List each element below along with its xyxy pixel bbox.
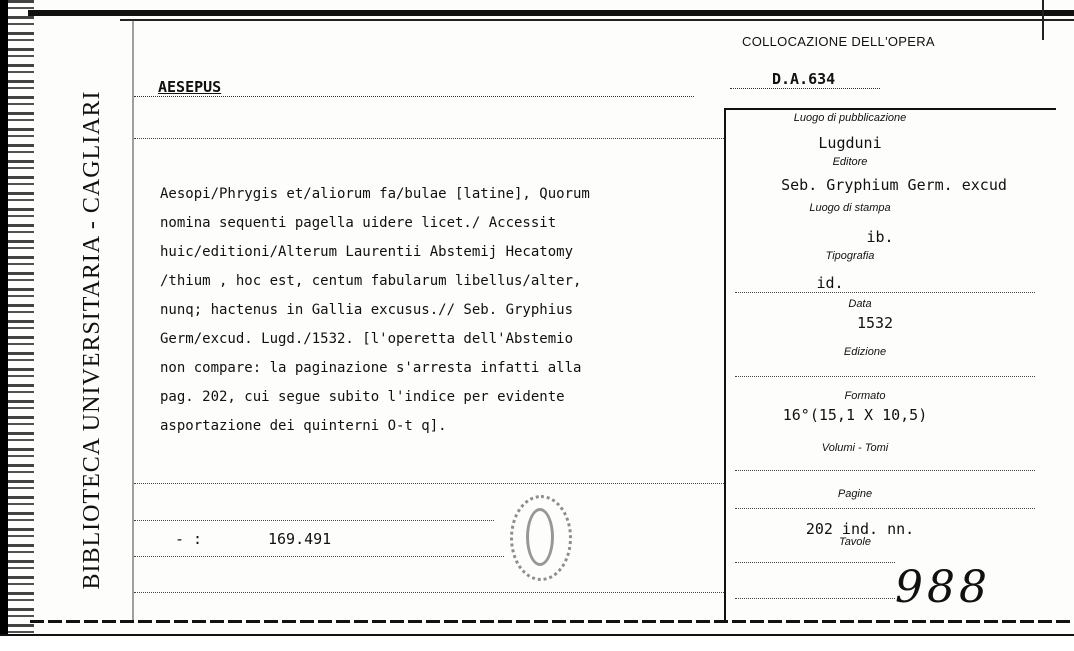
luogo-pubblicazione-label: Luogo di pubblicazione bbox=[793, 112, 907, 124]
ruled-line bbox=[134, 556, 504, 557]
ruled-line bbox=[134, 520, 494, 521]
shelfmark: D.A.634 bbox=[772, 70, 836, 88]
description-line: nunq; hactenus in Gallia excusus.// Seb. Gryphius bbox=[160, 302, 574, 318]
pagine-value: 202 ind. nn. bbox=[805, 520, 915, 538]
pagine-label: Pagine bbox=[837, 488, 873, 500]
collocazione-label: COLLOCAZIONE DELL'OPERA bbox=[742, 34, 935, 49]
tavole-label: Tavole bbox=[838, 536, 871, 548]
ruled-line bbox=[134, 138, 724, 139]
luogo-stampa-value: ib. bbox=[866, 228, 894, 246]
scan-edge-dark bbox=[0, 0, 8, 651]
description-line: Germ/excud. Lugd./1532. [l'operetta dell'Abstemio bbox=[160, 331, 574, 347]
description-line: huic/editioni/Alterum Laurentii Abstemij Hecatomy bbox=[160, 244, 574, 260]
ruled-line bbox=[134, 592, 724, 593]
ruled-line bbox=[735, 508, 1035, 509]
ruled-line bbox=[735, 376, 1035, 377]
inventory-number: 169.491 bbox=[268, 530, 332, 548]
ruled-line bbox=[134, 483, 724, 484]
editore-value: Seb. Gryphium Germ. excud bbox=[781, 176, 1007, 194]
ruled-line bbox=[735, 292, 1035, 293]
bottom-border bbox=[30, 620, 1074, 623]
formato-value: 16°(15,1 X 10,5) bbox=[782, 406, 928, 424]
data-value: 1532 bbox=[856, 314, 894, 332]
card-number-handwritten: 988 bbox=[895, 562, 991, 613]
right-edge bbox=[1042, 0, 1044, 40]
library-name: BIBLIOTECA UNIVERSITARIA - CAGLIARI bbox=[79, 90, 105, 590]
author-rule bbox=[134, 96, 694, 97]
formato-label: Formato bbox=[844, 390, 886, 402]
inventory-dash: - : bbox=[175, 530, 203, 548]
data-label: Data bbox=[848, 298, 872, 310]
library-stamp-inner bbox=[526, 508, 554, 566]
description-line: pag. 202, cui segue subito l'indice per evidente bbox=[160, 389, 565, 405]
editore-label: Editore bbox=[832, 156, 868, 168]
description-line: asportazione dei quinterni O-t q]. bbox=[160, 418, 447, 434]
volumi-label: Volumi - Tomi bbox=[821, 442, 889, 454]
tipografia-label: Tipografia bbox=[825, 250, 875, 262]
edizione-label: Edizione bbox=[843, 346, 887, 358]
description-line: non compare: la paginazione s'arresta infatti alla bbox=[160, 360, 582, 376]
luogo-stampa-label: Luogo di stampa bbox=[809, 202, 891, 214]
description-line: nomina sequenti pagella uidere licet./ Accessit bbox=[160, 215, 557, 231]
margin-rule bbox=[132, 20, 134, 620]
ruled-line bbox=[735, 470, 1035, 471]
description-line: Aesopi/Phrygis et/aliorum fa/bulae [latine], Quorum bbox=[160, 186, 590, 202]
tipografia-value: id. bbox=[816, 274, 844, 292]
top-border bbox=[28, 10, 1074, 16]
author-heading: AESEPUS bbox=[158, 78, 222, 96]
ruled-line bbox=[735, 598, 895, 599]
ruled-line bbox=[735, 562, 895, 563]
description bbox=[160, 180, 750, 441]
shelfmark-rule bbox=[730, 88, 880, 89]
top-border-thin bbox=[120, 19, 1074, 21]
luogo-pubblicazione-value: Lugduni bbox=[818, 134, 882, 152]
bottom-edge bbox=[0, 634, 1074, 651]
description-line: /thium , hoc est, centum fabularum libellus/alter, bbox=[160, 273, 582, 289]
